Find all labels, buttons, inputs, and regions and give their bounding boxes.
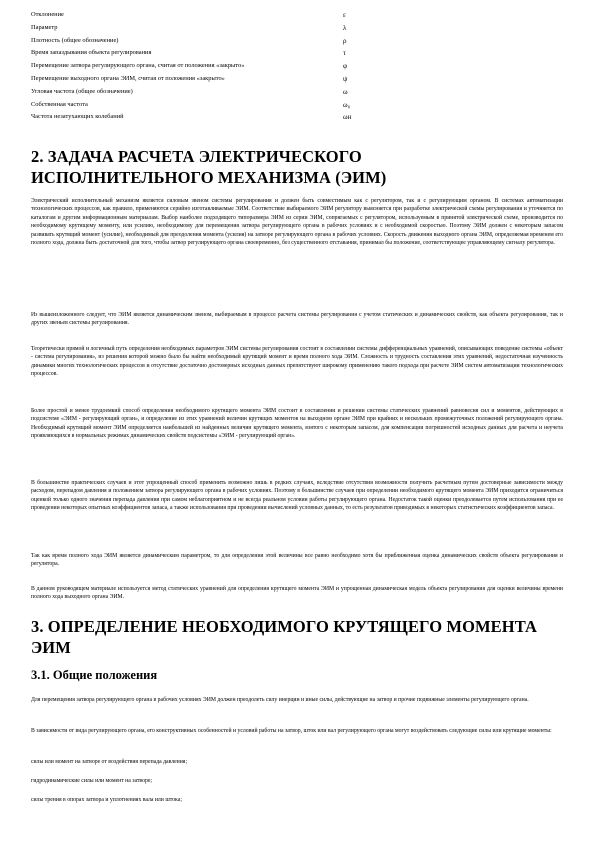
symbol-value: ω₀ xyxy=(343,100,351,109)
symbol-row xyxy=(31,111,563,124)
symbol-row xyxy=(31,22,563,35)
symbol-value: λ xyxy=(343,23,347,32)
symbol-row xyxy=(31,73,563,86)
symbol-value: ε xyxy=(343,11,346,19)
symbol-row xyxy=(31,99,563,112)
section-3-title-line-1: 3. ОПРЕДЕЛЕНИЕ НЕОБХОДИМОГО КРУТЯЩЕГО МОМЕНТА xyxy=(31,617,538,636)
section-2-title-line-2: ИСПОЛНИТЕЛЬНОГО МЕХАНИЗМА (ЭИМ) xyxy=(31,168,387,187)
symbol-label: Частота незатухающих колебаний xyxy=(31,113,124,121)
symbol-label: Отклонение xyxy=(31,11,64,18)
symbol-label: Параметр xyxy=(31,23,58,31)
section-3-paragraph: Для перемещения затвора регулирующего органа в рабочих условиях ЭИМ должен преодолеть силу инерции и иные силы, действующие на затвор и прочие подвижные элементы регулирующего органа. xyxy=(31,697,529,703)
section-2-paragraph: В данном руководящем материале используется метод статических уравнений для определения крутящего момента ЭИМ и упрощенная динамическая модель объекта регулирования для оценки величины времени полного хода выходного органа ЭИМ. xyxy=(31,586,563,601)
section-2-paragraph: Из вышеизложенного следует, что ЭИМ является динамическим звеном, выбираемым в процессе расчета системы регулирования с учетом статических и динамических свойств, как объекта регулирования, так и других звеньев системы регулирования. xyxy=(31,312,563,327)
symbol-value: ψ xyxy=(343,74,348,83)
symbol-row xyxy=(31,9,563,22)
symbol-value: ωн xyxy=(343,113,352,122)
symbol-value: ρ xyxy=(343,36,347,45)
symbol-row xyxy=(31,35,563,48)
symbol-value: φ xyxy=(343,62,348,71)
list-item: силы трения в опорах затвора и уплотнениях вала или штока; xyxy=(31,797,182,803)
symbol-value: τ xyxy=(343,49,346,58)
section-2-heading xyxy=(31,146,386,188)
section-2-paragraph: Теоретически прямой и логичный путь определения необходимых параметров ЭИМ системы регулирования состоит в составлении системы дифференциальных уравнений, описывающих поведение системы «объект - система регулирования», из решения которой можно было бы найти необходимый крутящий момент и время полного хода ЭИМ. Сложность и трудность составления этих уравнений, недостаточная изученность динамики многих технологических процессов и отсутствие достаточно достоверных исходных данных препятствуют широкому применению такого подхода при расчете ЭИМ систем автоматизации технологических процессов. xyxy=(31,346,563,378)
symbol-row xyxy=(31,47,563,60)
list-item: силы или момент на затворе от воздействия перепада давления; xyxy=(31,759,188,765)
section-3-heading xyxy=(31,616,537,658)
symbol-label: Угловая частота (общее обозначение) xyxy=(31,87,133,95)
list-item: гидродинамические силы или момент на затворе; xyxy=(31,778,153,784)
section-3-paragraph: В зависимости от вида регулирующего органа, его конструктивных особенностей и условий работы на затвор, шток или вал регулирующего органа могут воздействовать следующие силы или крутящие моменты: xyxy=(31,728,552,734)
section-2-paragraph: Так как время полного хода ЭИМ является динамическим параметром, то для определения этой величины все равно необходимо хотя бы приближенная оценка динамических свойств объекта регулирования и регулятора. xyxy=(31,553,563,568)
symbol-label: Плотность (общее обозначение) xyxy=(31,36,119,44)
symbol-label: Время запаздывания объекта регулирования xyxy=(31,49,152,57)
symbol-label: Перемещение выходного органа ЭИМ, считая от положения «закрыто» xyxy=(31,74,225,82)
section-2-title-line-1: 2. ЗАДАЧА РАСЧЕТА ЭЛЕКТРИЧЕСКОГО xyxy=(31,147,362,166)
section-2-paragraph: Более простой и менее трудоемкий способ определения необходимого крутящего момента ЭИМ состоит в составлении и решении системы статических уравнений равновесия сил и моментов, действующих в подсистеме «ЭИМ - регулирующий орган», и определение из этих уравнений величин крутящих моментов на выходном органе ЭИМ при крайних и нескольких промежуточных положений регулирующего органа. Необходимый крутящий момент ЭИМ определяется наибольшей из найденных величин крутящего момента, взятого с некоторым запасом, для компенсации погрешностей исходных данных для расчета и неучета проявляющихся в нормальных режимах динамических свойств подсистемы «ЭИМ - регулирующий орган». xyxy=(31,408,563,440)
symbol-row xyxy=(31,86,563,99)
section-3-title-line-2: ЭИМ xyxy=(31,638,71,657)
section-2-paragraph: В большинстве практических случаев и этот упрощенный способ применить возможно лишь в редких случаях, вследствие отсутствия возможности получить расчетным путем достоверные зависимости между расходом, перепадом давления и положением затвора регулирующего органа в рабочих условиях. Поэтому в большинстве случаев при определении необходимого крутящего момента ЭИМ приходится ограничиться оценкой только одного значения перепада давления при самом неблагоприятном и не всегда реальном условии работы регулирующего органа. Недостаток такой оценки преодолевается путем использования при ее проведении некоторых опытных коэффициентов запаса, а также использования при проведении вычислений условных данных, то есть результатов приводимых в некоторых статистических коэффициентов запаса. xyxy=(31,480,563,512)
symbol-label: Перемещение затвора регулирующего органа, считая от положения «закрыто» xyxy=(31,62,245,70)
symbol-row xyxy=(31,60,563,73)
section-2-paragraph: Электрический исполнительный механизм является силовым звеном системы регулирования и должен быть совместимым как с регулятором, так и с регулирующим органом. В системах автоматизации технологических процессов, как правило, применяются серийно изготавливаемые ЭИМ. Соответствие выбираемого ЭИМ регулятору выясняется при разработке электрической схемы регулирования и уточняется по каталогам и другим информационным материалам. Выбор наиболее подходящего типоразмера ЭИМ из серии ЭИМ, сопрягаемых с регулятором, используемым в принятой электрической схеме, производится по необходимому крутящему моменту, или усилию, необходимому для перемещения затвора регулирующего органа в рабочих условиях и с необходимой скоростью. Поэтому ЭИМ должен с некоторым запасом развивать крутящий момент (усилие), необходимый для преодоления момента (усилия) на затворе регулирующего органа в рабочих условиях. Скорость движения выходного органа ЭИМ, определяемая временем его полного хода, должна быть достаточной для того, чтобы затвор регулирующего органа своевременно, без существенного отставания, принимал бы положение, соответствующее управляющему сигналу регулятора. xyxy=(31,198,563,247)
subsection-3-1-heading: 3.1. Общие положения xyxy=(31,668,158,682)
symbol-label: Собственная частота xyxy=(31,100,88,108)
symbol-table xyxy=(31,9,563,124)
symbol-value: ω xyxy=(343,87,348,96)
